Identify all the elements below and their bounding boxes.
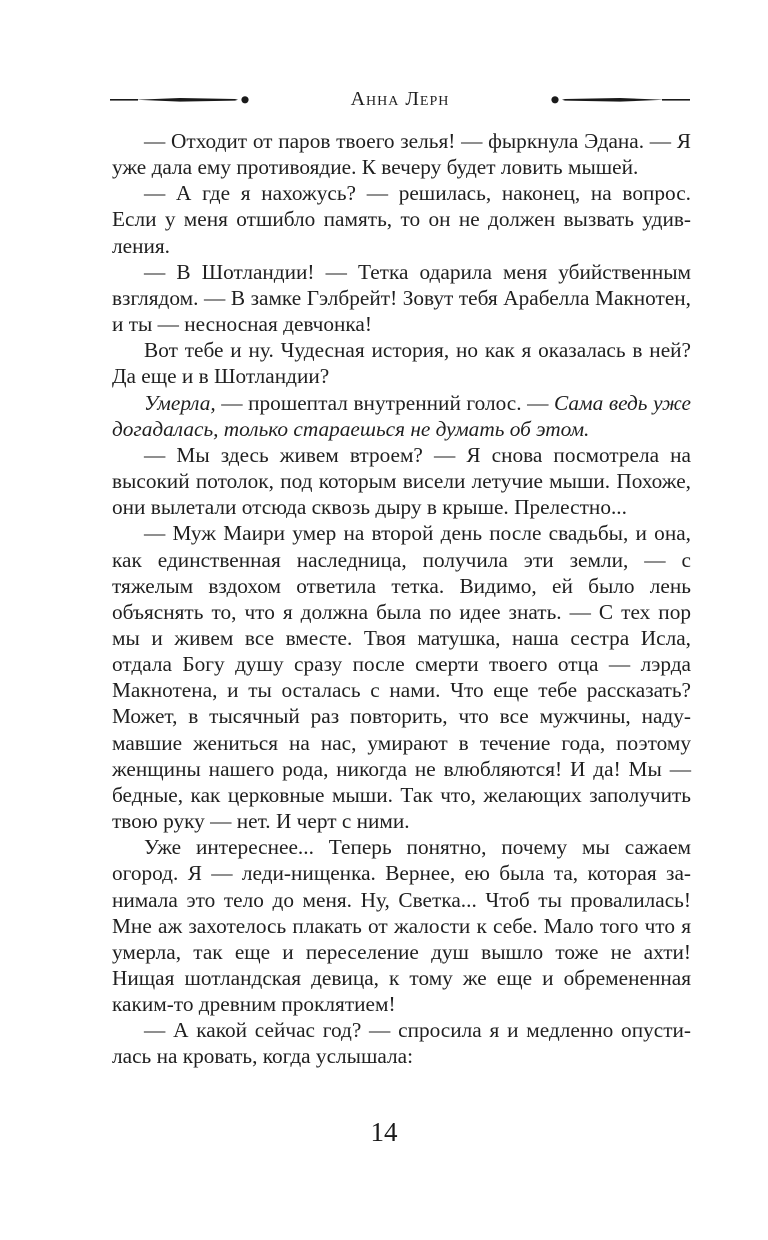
italic-text: Умерла, bbox=[144, 390, 216, 415]
paragraph: — Отходит от паров твоего зелья! — фыркнула Эдана. — Я уже дала ему противоядие. К вечеру будет ловить мышей. bbox=[112, 129, 691, 180]
paragraph: — В Шотландии! — Тетка одарила меня убийственным взглядом. — В замке Гэлбрейт! Зовут тебя Арабелла Макнотен, и ты — несносная девчонка! bbox=[112, 259, 691, 337]
paragraph: Уже интереснее... Теперь понятно, почему мы сажаем огород. Я — леди-нищенка. Вернее, ею была та, которая занимала это тело до меня. Ну, Светка... Чтоб ты провалилась! Мне аж захотелось плакать от жалости к себе. Мало того что я умерла, так еще и переселение душ вышло тоже не ахти! Нищая шотландская девица, к тому же еще и обремененная каким-то древним проклятием! bbox=[112, 835, 691, 1017]
paragraph: Вот тебе и ну. Чудесная история, но как я оказалась в ней? Да еще и в Шотландии? bbox=[112, 338, 691, 389]
paragraph: — А где я нахожусь? — решилась, наконец, на вопрос. Если у меня отшибло память, то он не должен вызвать удивления. bbox=[112, 181, 691, 258]
running-header bbox=[110, 84, 690, 114]
page-number: 14 bbox=[370, 1117, 398, 1147]
regular-text: — прошептал внутренний голос. — bbox=[215, 390, 555, 415]
right-ornament-icon bbox=[550, 98, 690, 101]
paragraph: — Муж Маири умер на второй день после свадьбы, и она, как единственная наследница, получила эти земли, — с тяжелым вздохом ответила тетка. Видимо, ей было лень объяснять то, что я должна была по идее знать. — С тех пор мы и живем все вместе. Твоя матушка, наша сестра Исла, отдала Богу душу сразу после смерти твоего отца — лэрда Макнотена, и ты осталась с нами. Что еще тебе рассказать? Может, в тысячный раз повторить, что все мужчины, надумавшие жениться на нас, умирают в течение года, поэтому женщины нашего рода, никогда не влюбляются! И да! Мы — бедные, как церковные мыши. Так что, желающих заполучить твою руку — нет. И черт с ними. bbox=[112, 521, 691, 834]
body-text bbox=[112, 128, 691, 1070]
paragraph: — А какой сейчас год? — спросила я и медленно опустилась на кровать, когда услышала: bbox=[112, 1018, 691, 1069]
paragraph: — Мы здесь живем втроем? — Я снова посмотрела на высокий потолок, под которым висели летучие мыши. Похоже, они вылетали отсюда сквозь дыру в крыше. Прелестно... bbox=[112, 442, 691, 520]
italic-text: Сама ведь уже догадалась, только стараешься не думать об этом. bbox=[112, 390, 691, 441]
inner-voice-paragraph bbox=[112, 390, 691, 442]
running-title: Анна Лерн bbox=[350, 88, 450, 110]
